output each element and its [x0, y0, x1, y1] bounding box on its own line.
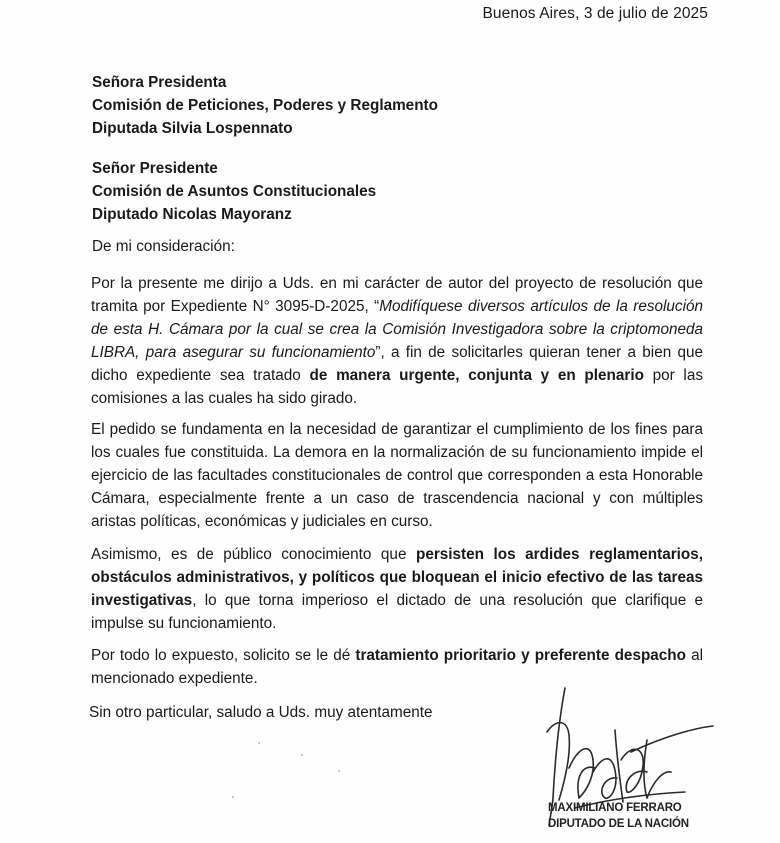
- paragraph-4-bold: tratamiento prioritario y preferente despacho: [355, 647, 686, 664]
- paragraph-3-text-b: , lo que torna imperioso el dictado de una resolución que clarifique e impulse su funcionamiento.: [91, 592, 703, 632]
- addressee-2-name: Diputado Nicolas Mayoranz: [92, 206, 292, 223]
- signature-title: DIPUTADO DE LA NACIÓN: [548, 818, 689, 830]
- scan-speck: [301, 754, 303, 756]
- paragraph-3: [91, 543, 703, 635]
- paragraph-4-text-b: al mencionado expediente.: [91, 647, 703, 687]
- salutation: De mi consideración:: [92, 238, 235, 255]
- date-line: Buenos Aires, 3 de julio de 2025: [482, 5, 708, 22]
- paragraph-2-text: El pedido se fundamenta en la necesidad de garantizar el cumplimiento de los fines para los cuales fue constituida. La demora en la normalización de su funcionamiento impide el ejercicio de las facultades constitucionales de control que corresponden a esta Honorable Cámara, especialmente frente a un caso de trascendencia nacional y con múltiples aristas políticas, económicas y judiciales en curso.: [91, 421, 703, 530]
- paragraph-1-italic-title: Modifíquese diversos artículos de la resolución de esta H. Cámara por la cual se crea la Comisión Investigadora sobre la criptomoneda LIBRA, para asegurar su funcionamiento: [91, 298, 703, 361]
- paragraph-1-text-c: por las comisiones a las cuales ha sido girado.: [91, 367, 703, 407]
- signature-scribble-icon: [535, 680, 735, 840]
- closing-line: Sin otro particular, saludo a Uds. muy atentamente: [89, 704, 433, 721]
- addressee-1-name: Diputada Silvia Lospennato: [92, 120, 293, 137]
- addressee-1-title: Señora Presidenta: [92, 74, 227, 91]
- paragraph-1-text-b: ”, a fin de solicitarles quieran tener a bien que dicho expediente sea tratado: [91, 344, 703, 384]
- paragraph-1-text-a: Por la presente me dirijo a Uds. en mi carácter de autor del proyecto de resolución que tramita por Expediente N° 3095-D-2025, “: [91, 275, 703, 315]
- addressee-block-2: [92, 157, 376, 226]
- paragraph-2: [91, 418, 703, 533]
- addressee-1-commission: Comisión de Peticiones, Poderes y Reglamento: [92, 97, 438, 114]
- scan-speck: [338, 770, 340, 772]
- addressee-2-title: Señor Presidente: [92, 160, 218, 177]
- addressee-2-commission: Comisión de Asuntos Constitucionales: [92, 183, 377, 200]
- paragraph-3-bold: persisten los ardides reglamentarios, obstáculos administrativos, y políticos que bloquean el inicio efectivo de las tareas investigativas: [91, 546, 704, 609]
- paragraph-1: [91, 272, 703, 410]
- handwritten-signature: [535, 680, 735, 840]
- scan-speck: [258, 742, 260, 744]
- scan-speck: [232, 796, 234, 798]
- addressee-block-1: [92, 71, 438, 140]
- paragraph-4-text-a: Por todo lo expuesto, solicito se le dé: [91, 647, 356, 664]
- paragraph-3-text-a: Asimismo, es de público conocimiento que: [91, 546, 416, 563]
- paragraph-1-bold: de manera urgente, conjunta y en plenario: [309, 367, 644, 384]
- signature-name: MAXIMILIANO FERRARO: [548, 802, 682, 814]
